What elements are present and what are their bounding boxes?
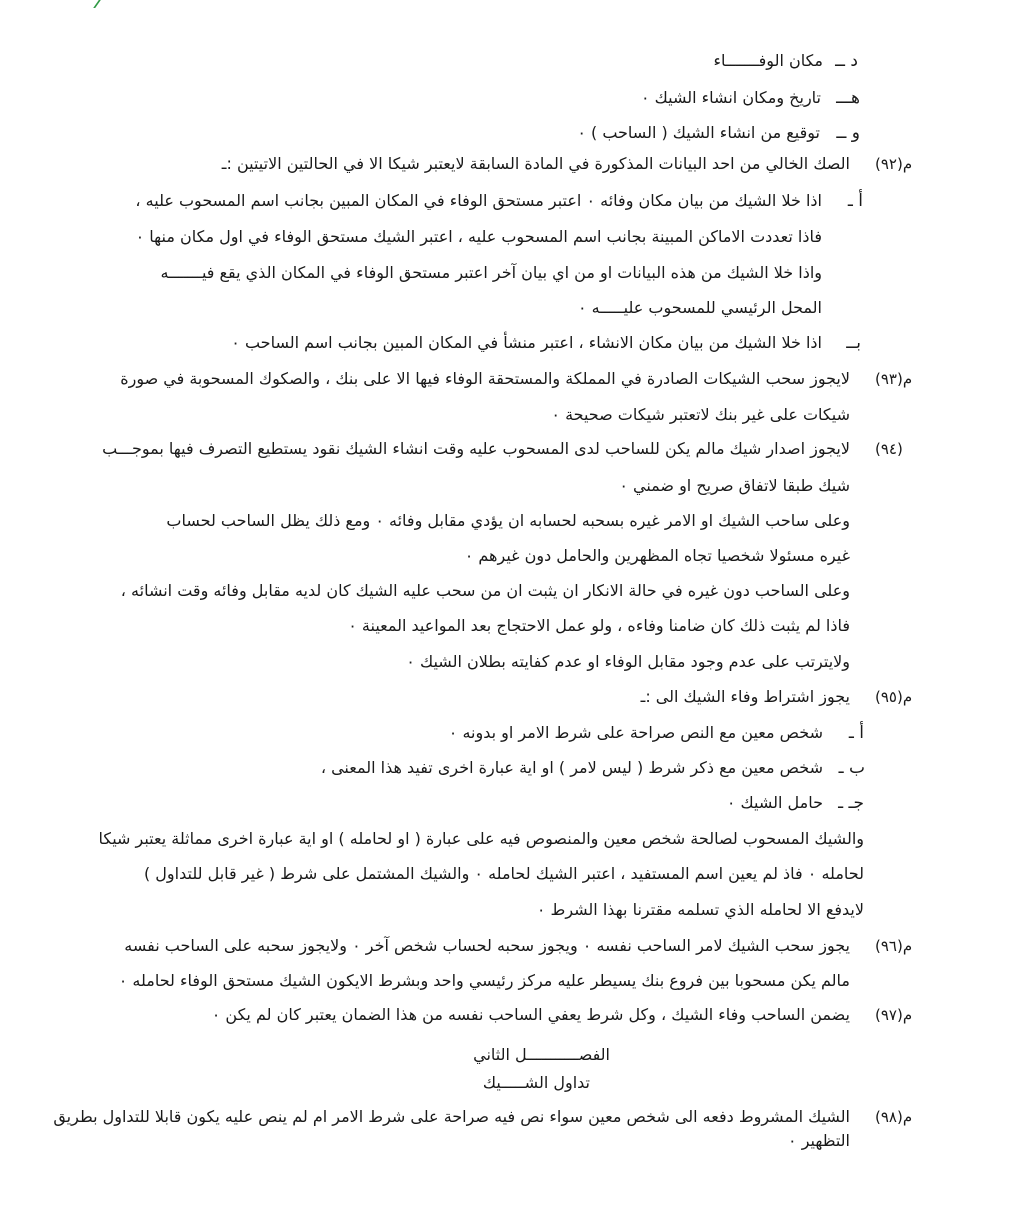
article-92-a-line3: واذا خلا الشيك من هذه البيانات او من اي بيان آخر اعتبر مستحق الوفاء في المكان الذي يقع فيـــــــه [160, 263, 822, 282]
article-92-b-label: بــ [846, 333, 861, 353]
article-94-line3: وعلى ساحب الشيك او الامر غيره بسحبه لحسابه ان يؤدي مقابل وفائه ٠ ومع ذلك يظل الساحب لحساب [166, 511, 850, 530]
article-94-number: (٩٤) [875, 440, 903, 458]
article-97-line1: يضمن الساحب وفاء الشيك ، وكل شرط يعفي الساحب نفسه من هذا الضمان يعتبر كان لم يكن ٠ [211, 1005, 850, 1024]
article-96-line1: يجوز سحب الشيك لامر الساحب نفسه ٠ ويجوز سحبه لحساب شخص آخر ٠ ولايجوز سحبه على الساحب نفسه [124, 936, 850, 955]
chapter-subtitle: تداول الشـــــيك [482, 1073, 590, 1092]
article-93-number: م(٩٣) [875, 370, 913, 388]
article-92-a-label: أ ـ [847, 191, 863, 211]
item-d-text: مكان الوفـــــــاء [713, 51, 823, 70]
article-97-number: م(٩٧) [875, 1006, 913, 1024]
chapter-title: الفصـــــــــــل الثاني [473, 1045, 610, 1064]
article-94-line7: ولايترتب على عدم وجود مقابل الوفاء او عدم كفايته بطلان الشيك ٠ [406, 652, 850, 671]
corner-mark [93, 0, 117, 8]
article-92-b-line1: اذا خلا الشيك من بيان مكان الانشاء ، اعتبر منشأ في المكان المبين بجانب اسم الساحب ٠ [231, 333, 822, 352]
article-92-a-line2: فاذا تعددت الاماكن المبينة بجانب اسم المسحوب عليه ، اعتبر الشيك مستحق الوفاء في اول مكان منها ٠ [135, 227, 822, 246]
item-w-text: توقيع من انشاء الشيك ( الساحب ) ٠ [577, 123, 820, 142]
article-95-c-label: جـ ـ [838, 793, 864, 813]
article-94-line6: فاذا لم يثبت ذلك كان ضامنا وفاءه ، ولو عمل الاحتجاج بعد المواعيد المعينة ٠ [348, 616, 850, 635]
article-92-intro: الصك الخالي من احد البيانات المذكورة في المادة السابقة لايعتبر شيكا الا في الحالتين الاتيتين :ـ [221, 154, 850, 173]
item-h-text: تاريخ ومكان انشاء الشيك ٠ [640, 88, 821, 107]
article-95-b-label: ب ـ [838, 758, 865, 778]
article-95-para3: لايدفع الا لحامله الذي تسلمه مقترنا بهذا الشرط ٠ [536, 900, 864, 919]
article-95-a-label: أ ـ [848, 723, 864, 743]
article-94-line4: غيره مسئولا شخصيا تجاه المظهرين والحامل دون غيرهم ٠ [464, 546, 850, 565]
article-95-a-text: شخص معين مع النص صراحة على شرط الامر او بدونه ٠ [448, 723, 823, 742]
article-98-line1: الشيك المشروط دفعه الى شخص معين سواء نص فيه صراحة على شرط الامر ام لم ينص عليه يكون قابلا للتداول بطريق [53, 1107, 850, 1126]
item-w-label: و ــ [836, 123, 860, 143]
article-94-line5: وعلى الساحب دون غيره في حالة الانكار ان يثبت ان من سحب عليه الشيك كان لديه مقابل وفائه وقت انشائه ، [120, 581, 850, 600]
article-94-line2: شيك طبقا لاتفاق صريح او ضمني ٠ [619, 476, 850, 495]
article-96-line2: مالم يكن مسحوبا بين فروع بنك يسيطر عليه مركز رئيسي واحد وبشرط الايكون الشيك مستحق الوفاء لحامله ٠ [118, 971, 850, 990]
article-93-line2: شيكات على غير بنك لاتعتبر شيكات صحيحة ٠ [551, 405, 850, 424]
article-95-intro: يجوز اشتراط وفاء الشيك الى :ـ [640, 687, 850, 706]
article-93-line1: لايجوز سحب الشيكات الصادرة في المملكة والمستحقة الوفاء فيها الا على بنك ، والصكوك المسحوبة في صورة [120, 369, 850, 388]
article-98-line2: التظهير ٠ [788, 1131, 850, 1150]
article-98-number: م(٩٨) [875, 1108, 913, 1126]
item-h-label: هـــ [836, 88, 860, 108]
article-94-line1: لايجوز اصدار شيك مالم يكن للساحب لدى المسحوب عليه وقت انشاء الشيك نقود يستطيع التصرف فيها بموجـــب [102, 439, 850, 458]
article-95-b-text: شخص معين مع ذكر شرط ( ليس لامر ) او اية عبارة اخرى تفيد هذا المعنى ، [320, 758, 823, 777]
article-95-para2: لحامله ٠ فاذ لم يعين اسم المستفيد ، اعتبر الشيك لحامله ٠ والشيك المشتمل على شرط ( غير قابل للتداول ) [143, 864, 864, 883]
article-95-para1: والشيك المسحوب لصالحة شخص معين والمنصوص فيه على عبارة ( او لحامله ) او اية عبارة اخرى مماثلة يعتبر شيكا [98, 829, 864, 848]
article-92-a-line4: المحل الرئيسي للمسحوب عليـــــه ٠ [577, 298, 822, 317]
article-95-number: م(٩٥) [875, 688, 913, 706]
article-92-number: م(٩٢) [875, 155, 913, 173]
article-96-number: م(٩٦) [875, 937, 913, 955]
article-92-a-line1: اذا خلا الشيك من بيان مكان وفائه ٠ اعتبر مستحق الوفاء في المكان المبين بجانب اسم المسحوب عليه ، [135, 191, 822, 210]
article-95-c-text: حامل الشيك ٠ [726, 793, 823, 812]
item-d-label: د ــ [835, 51, 858, 71]
